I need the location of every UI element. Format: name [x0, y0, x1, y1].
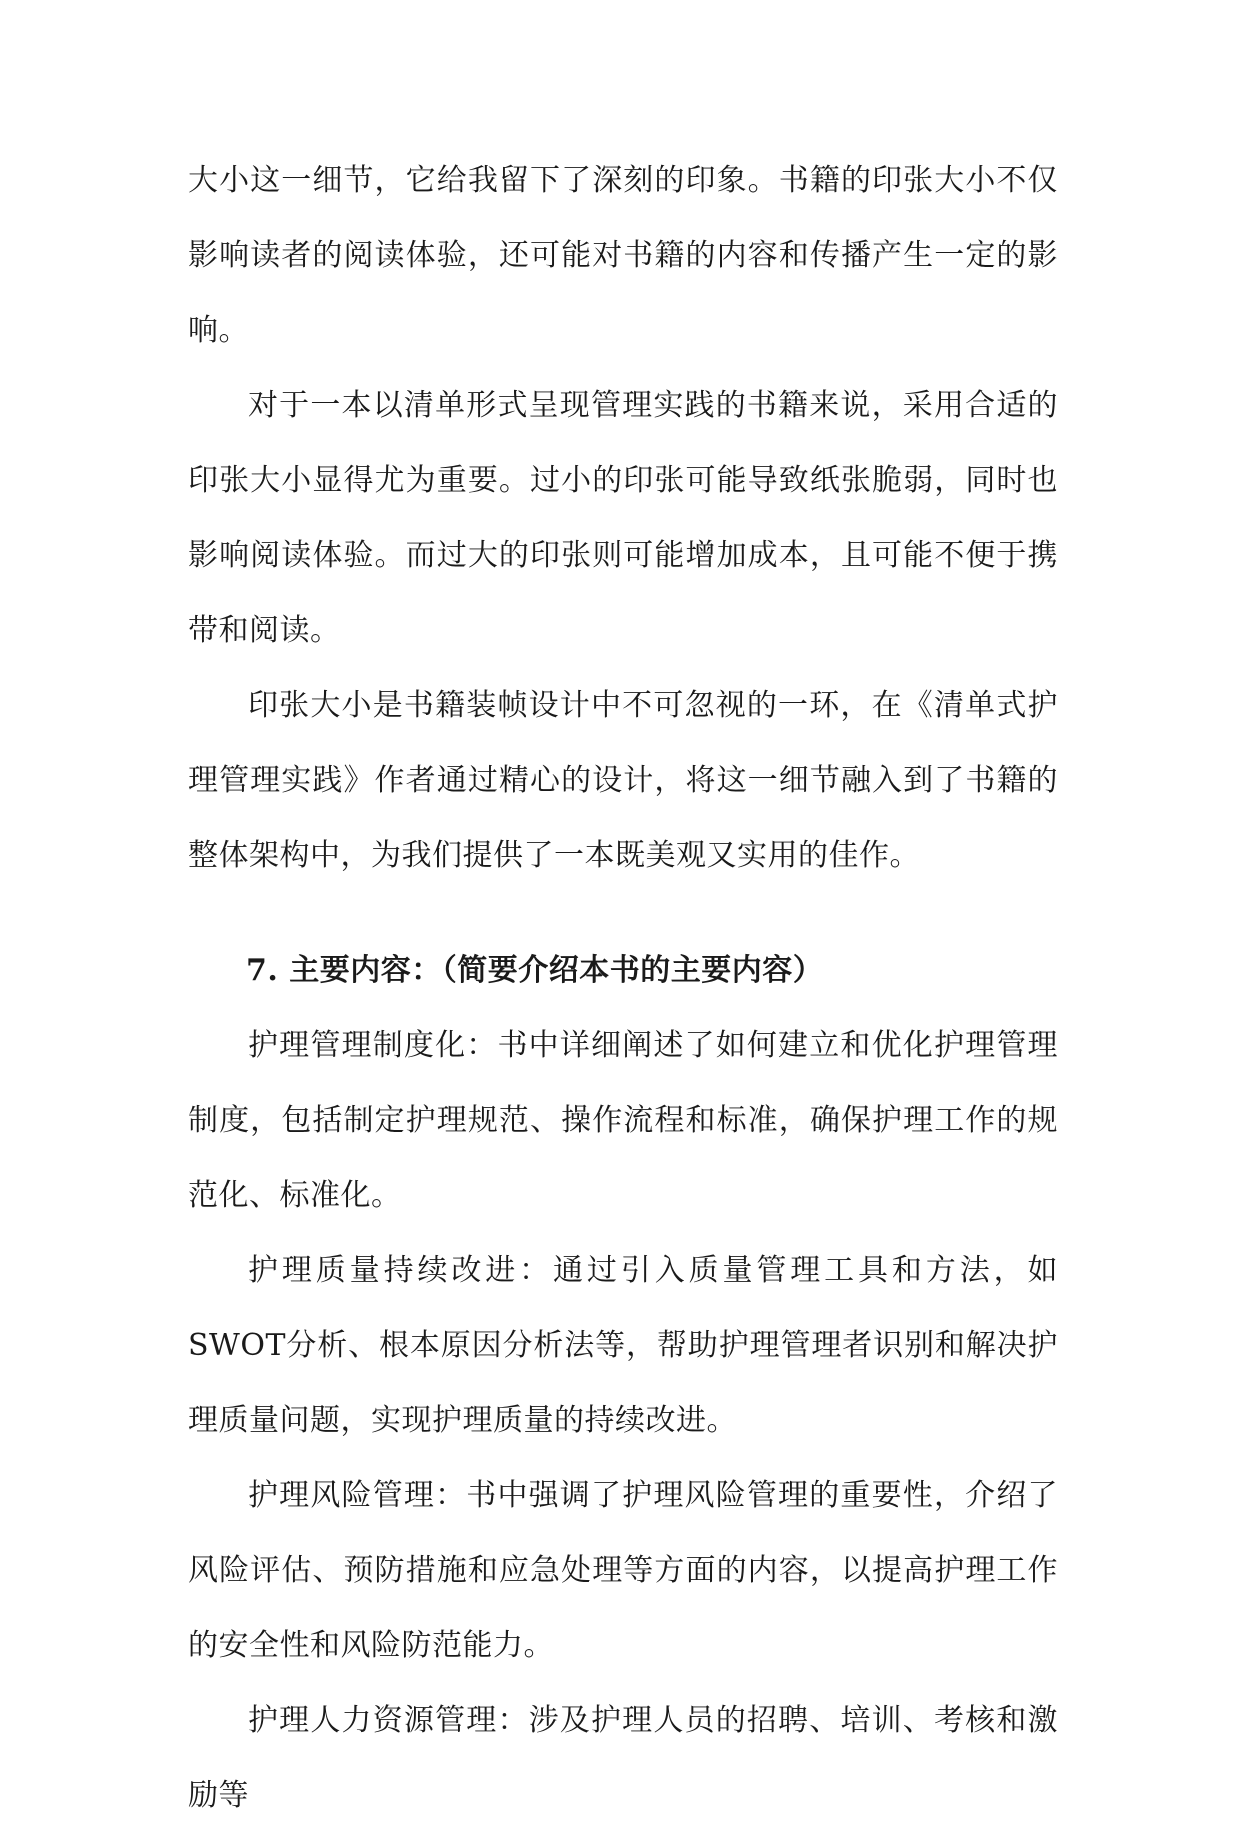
- document-page: [188, 143, 1058, 1833]
- paragraph: 护理质量持续改进：通过引入质量管理工具和方法，如SWOT分析、根本原因分析法等，帮助护理管理者识别和解决护理质量问题，实现护理质量的持续改进。: [188, 1253, 1058, 1438]
- paragraph: 印张大小是书籍装帧设计中不可忽视的一环，在《清单式护理管理实践》作者通过精心的设计，将这一细节融入到了书籍的整体架构中，为我们提供了一本既美观又实用的佳作。: [188, 688, 1058, 873]
- paragraph: 对于一本以清单形式呈现管理实践的书籍来说，采用合适的印张大小显得尤为重要。过小的印张可能导致纸张脆弱，同时也影响阅读体验。而过大的印张则可能增加成本，且可能不便于携带和阅读。: [188, 388, 1058, 648]
- paragraph-continued: 大小这一细节，它给我留下了深刻的印象。书籍的印张大小不仅影响读者的阅读体验，还可能对书籍的内容和传播产生一定的影响。: [188, 163, 1058, 348]
- paragraph: 护理人力资源管理：涉及护理人员的招聘、培训、考核和激励等: [188, 1703, 1058, 1813]
- paragraph: 护理风险管理：书中强调了护理风险管理的重要性，介绍了风险评估、预防措施和应急处理等方面的内容，以提高护理工作的安全性和风险防范能力。: [188, 1478, 1058, 1663]
- section-heading: 7. 主要内容：（简要介绍本书的主要内容）: [246, 953, 824, 988]
- paragraph: 护理管理制度化：书中详细阐述了如何建立和优化护理管理制度，包括制定护理规范、操作流程和标准，确保护理工作的规范化、标准化。: [188, 1028, 1058, 1213]
